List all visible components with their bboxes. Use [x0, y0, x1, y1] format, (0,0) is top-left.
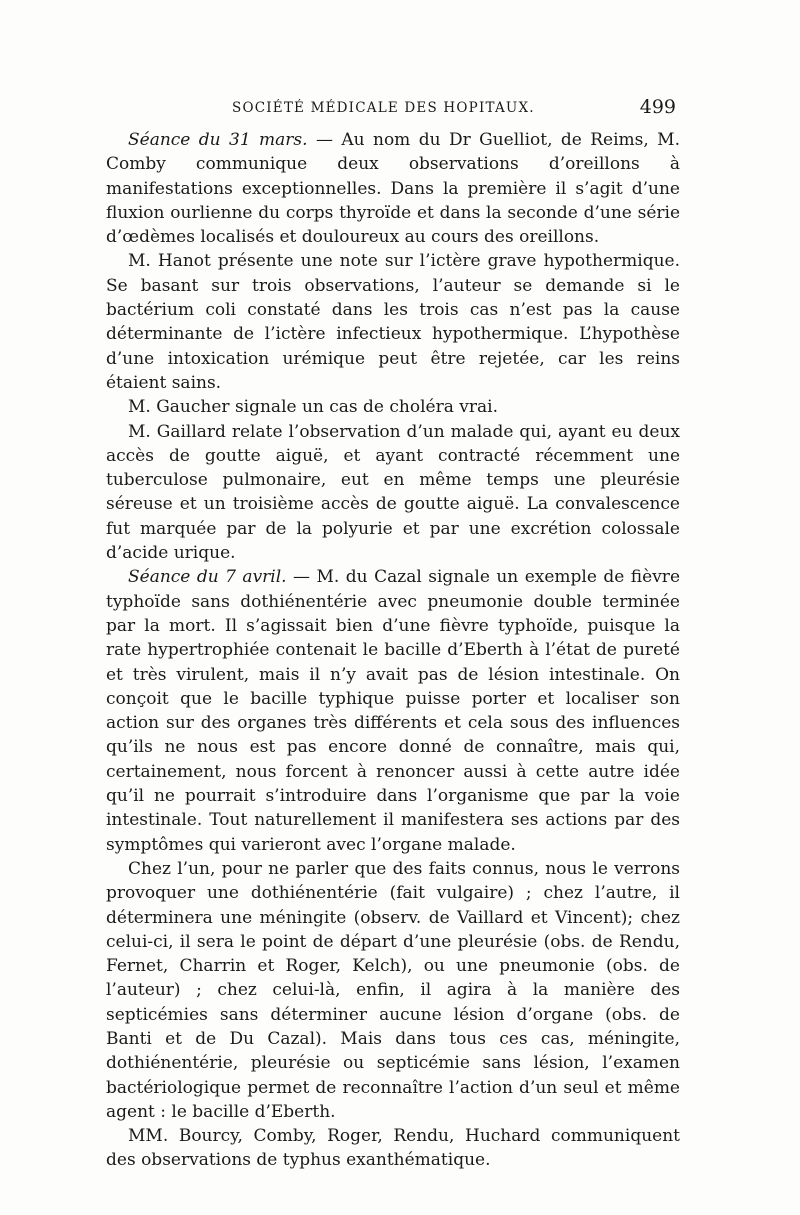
session-heading: Séance du 31 mars.: [128, 130, 308, 150]
session-heading: Séance du 7 avril.: [128, 567, 287, 588]
paragraph: [106, 420, 680, 566]
running-head: SOCIÉTÉ MÉDICALE DES HOPITAUX.: [232, 100, 535, 116]
paragraph-text: MM. Bourcy, Comby, Roger, Rendu, Huchard communiquent des observations de typhus exanthématique.: [106, 1126, 680, 1171]
paragraph: [106, 249, 680, 395]
paragraph-text: — Au nom du Dr Guelliot, de Reims, M. Comby communique deux observations d’oreillons à manifestations exceptionnelles. Dans la première il s’agit d’une fluxion ourlienne du corps thyroïde et dans la seconde d’une série d’œdèmes localisés et douloureux au cours des oreillons.: [106, 130, 680, 248]
paragraph-text: M. Gaucher signale un cas de choléra vrai.: [128, 397, 498, 418]
paragraph-text: M. Hanot présente une note sur l’ictère grave hypothermique. Se basant sur trois observations, l’auteur se demande si le bactérium coli constaté dans les trois cas n’est pas la cause déterminante de l’ictère infectieux hypothermique. L’hypothèse d’une intoxication urémique peut être rejetée, car les reins étaient sains.: [106, 251, 680, 393]
paragraph: [106, 857, 680, 1124]
paragraph: [106, 395, 680, 419]
body-text: [106, 128, 680, 1173]
page-number: 499: [639, 96, 676, 118]
paragraph: [106, 1124, 680, 1173]
paragraph-text: — M. du Cazal signale un exemple de fièvre typhoïde sans dothiénentérie avec pneumonie double terminée par la mort. Il s’agissait bien d’une fièvre typhoïde, puisque la rate hypertrophiée contenait le bacille d’Eberth à l’état de pureté et très virulent, mais il n’y avait pas de lésion intestinale. On conçoit que le bacille typhique puisse porter et localiser son action sur des organes très différents et cela sous des influences qu’ils ne nous est pas encore donné de connaître, mais qui, certainement, nous forcent à renoncer aussi à cette autre idée qu’il ne pourrait s’introduire dans l’organisme que par la voie intestinale. Tout naturellement il manifestera ses actions par des symptômes qui varieront avec l’organe malade.: [106, 567, 680, 855]
paragraph: [106, 565, 680, 857]
page-header: [108, 96, 676, 124]
paragraph-text: M. Gaillard relate l’observation d’un malade qui, ayant eu deux accès de goutte aiguë, et ayant contracté récemment une tuberculose pulmonaire, eut en même temps une pleurésie séreuse et un troisième accès de goutte aiguë. La convalescence fut marquée par de la polyurie et par une excrétion colossale d’acide urique.: [106, 421, 680, 564]
paragraph-text: Chez l’un, pour ne parler que des faits connus, nous le verrons provoquer une dothiénentérie (fait vulgaire) ; chez l’autre, il déterminera une méningite (observ. de Vaillard et Vincent); chez celui-ci, il sera le point de départ d’une pleurésie (obs. de Rendu, Fernet, Charrin et Roger, Kelch), ou une pneumonie (obs. de l’auteur) ; chez celui-là, enfin, il agira à la manière des septicémies sans déterminer aucune lésion d’organe (obs. de Banti et de Du Cazal). Mais dans tous ces cas, méningite, dothiénentérie, pleurésie ou septicémie sans lésion, l’examen bactériologique permet de reconnaître l’action d’un seul et même agent : le bacille d’Eberth.: [106, 858, 680, 1122]
paragraph: [106, 128, 680, 249]
